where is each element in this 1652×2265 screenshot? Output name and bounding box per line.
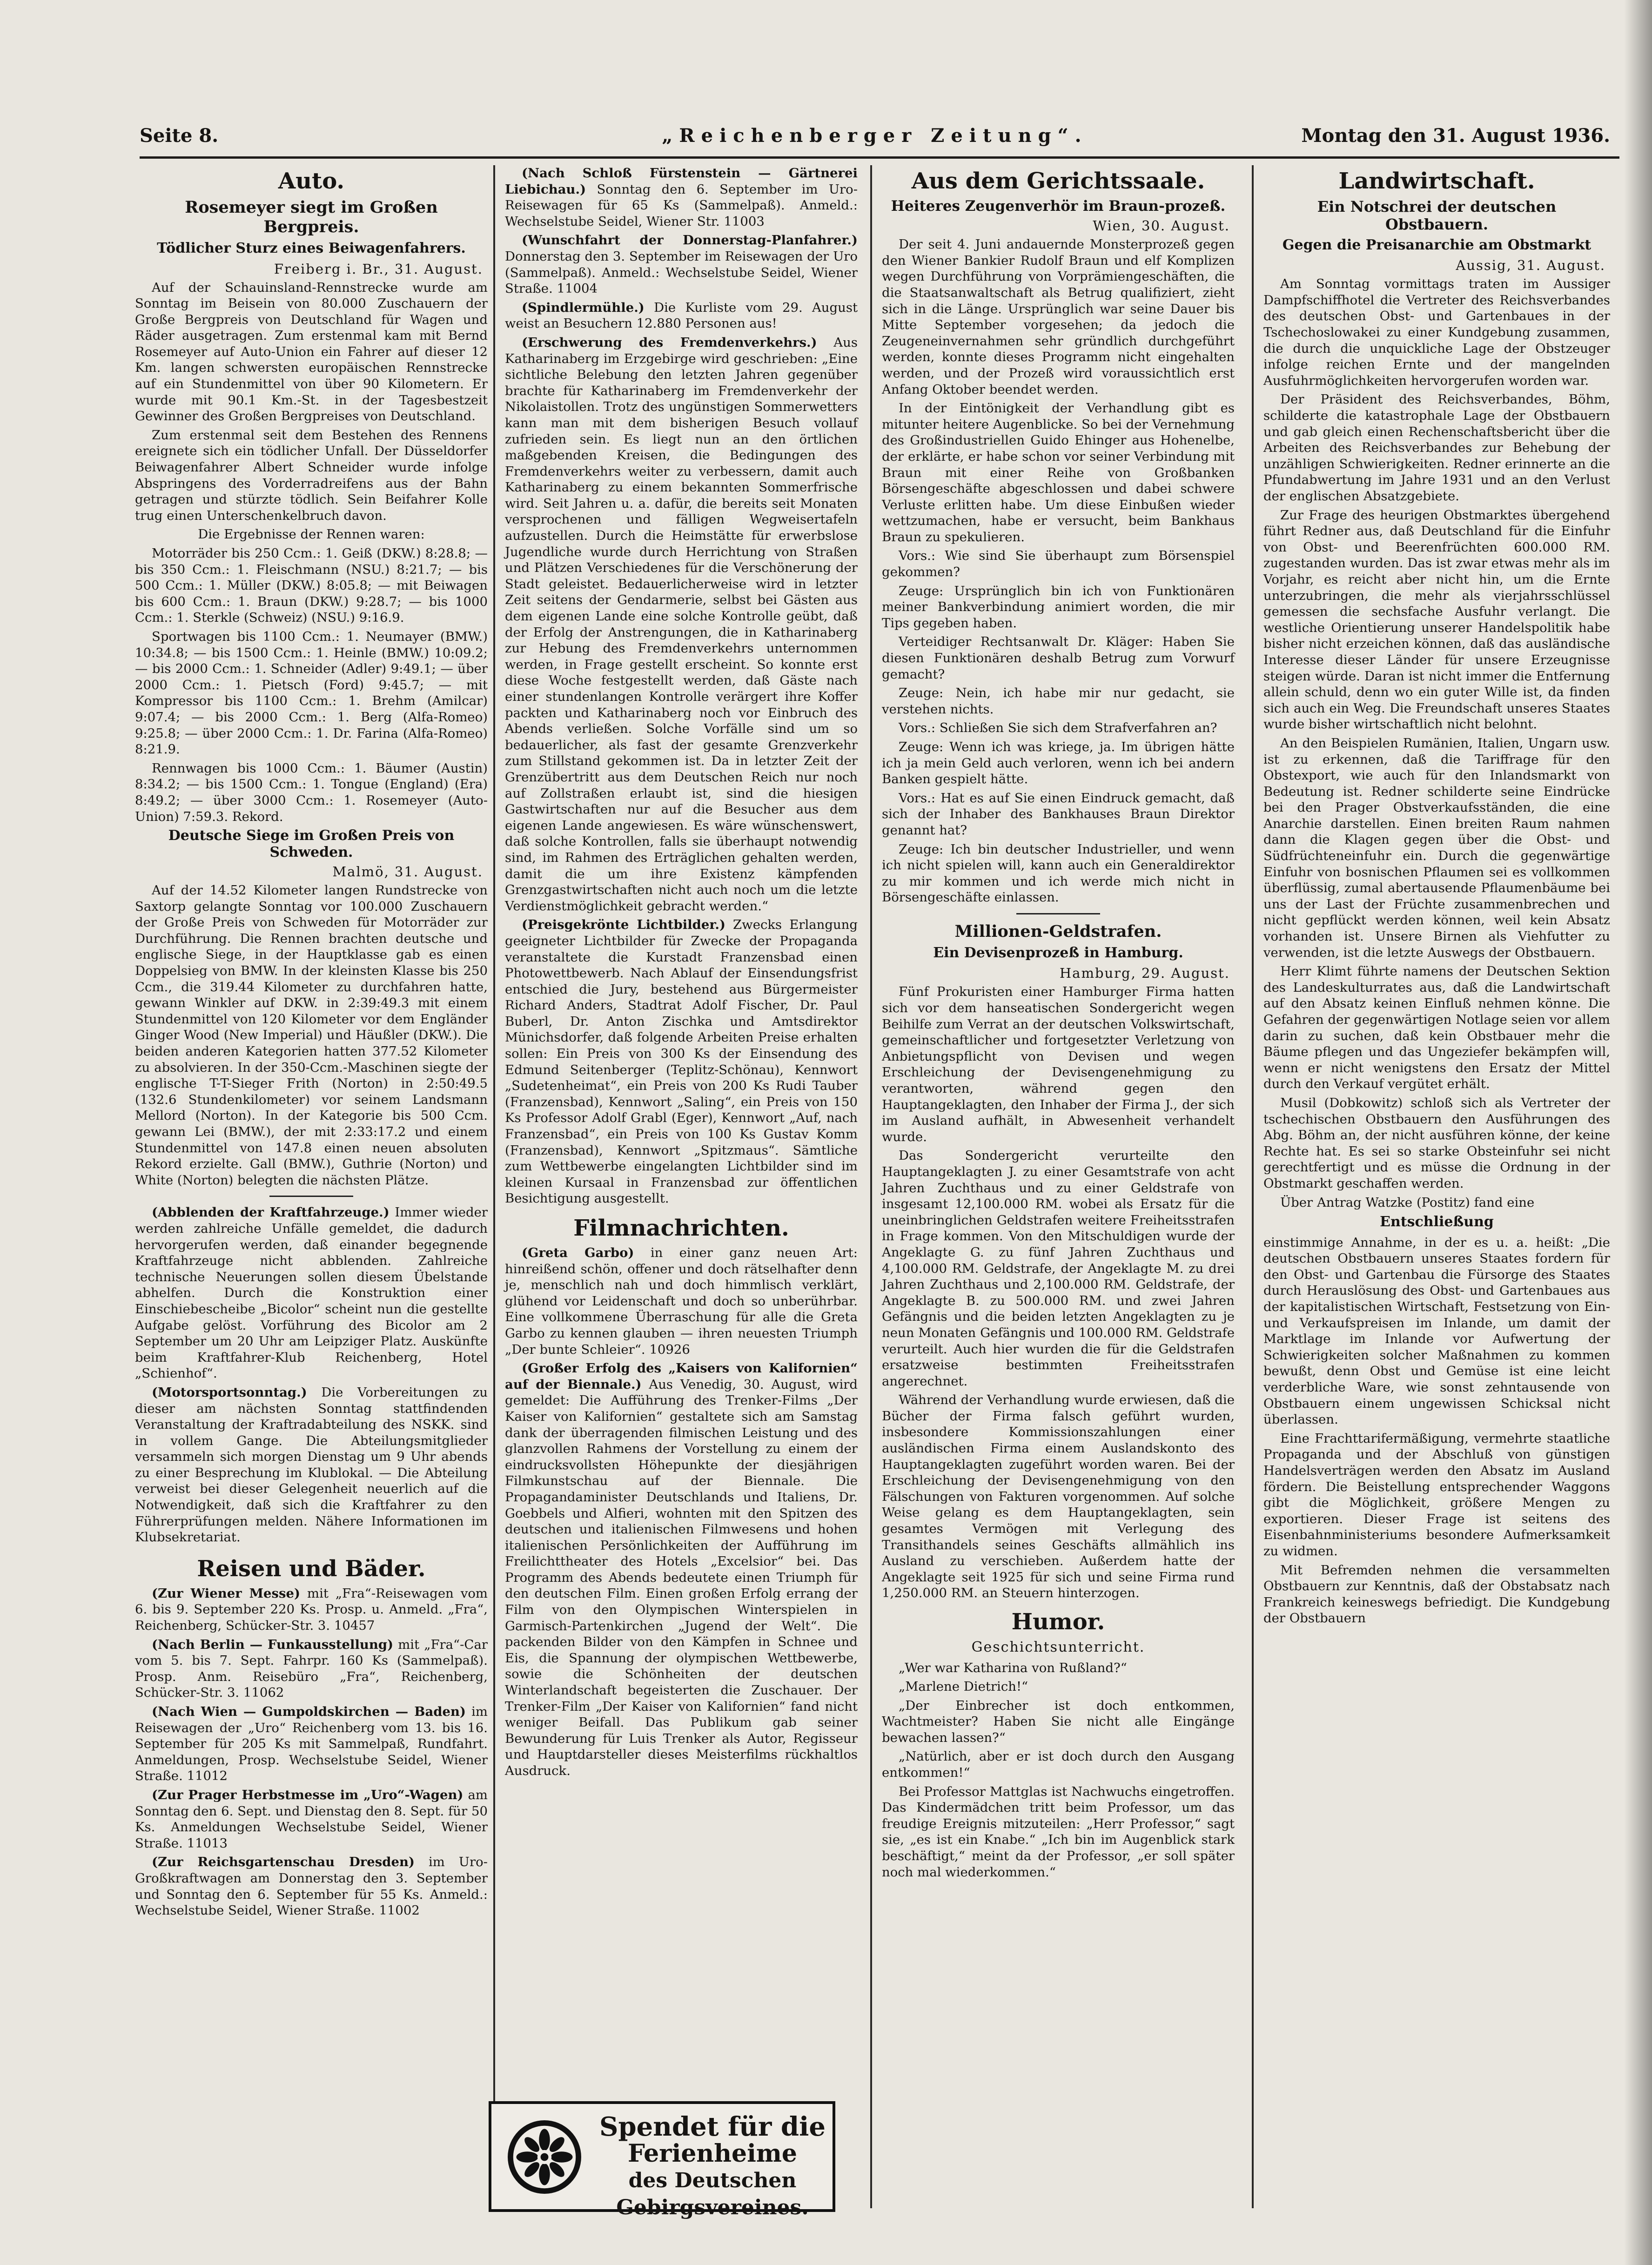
dialogue-line: Zeuge: Ich bin deutscher Industrieller, und wenn ich nicht spielen will, kann auch ein Generaldirektor zu mir kommen und ich werde mich nicht in Börsengeschäfte einlassen. (882, 841, 1235, 905)
headline-rosemeyer: Rosemeyer siegt im Großen Bergpreis. (185, 198, 438, 236)
column-rule-3 (1252, 165, 1254, 2208)
article-paragraph: Der Präsident des Reichsverbandes, Böhm, schilderte die katastrophale Lage der Obstbauern und gab gleich einen Rechenschaftsbericht über die Arbeiten des Reichsverbandes zur Behebung der unzähligen Schwierigkeiten. Redner erinnerte an die Pfundabwertung im Jahre 1931 und an den Verlust der englischen Absatzgebiete. (1263, 392, 1610, 504)
section-title-reisen: Reisen und Bäder. (197, 1555, 426, 1582)
column-gericht (882, 165, 1235, 1883)
resolution-paragraph: Eine Frachttarifermäßigung, vermehrte staatliche Propaganda und der Abschluß von günstigen Handelsverträgen werden den Absatz im Ausland fördern. Die Beistellung entsprechender Waggons gibt die Möglichkeit, größere Mengen zu exportieren. Dieser Frage ist seitens des Eisenbahnministeriums besondere Aufmerksamkeit zu widmen. (1263, 1431, 1610, 1559)
news-item: (Spindlermühle.) Die Kurliste vom 29. August weist an Besuchern 12.880 Personen aus! (505, 300, 858, 331)
article-paragraph: Der seit 4. Juni andauernde Monsterprozeß gegen den Wiener Bankier Rudolf Braun und elf Komplizen wegen Durchführung von Vorprämiengeschäften, die die Staatsanwaltschaft als Betrug qualifiziert, zieht sich in die Länge. Ursprünglich war seine Dauer bis Mitte September vorgesehen; da jedoch die Zeugeneinvernahmen sehr gründlich durchgeführt werden, konnte dieses Programm nicht eingehalten werden, und der Prozeß wird voraussichtlich erst Anfang Oktober beendet werden. (882, 237, 1235, 397)
film-item: (Greta Garbo) in einer ganz neuen Art: hinreißend schön, offener und doch rätselhafter denn je, menschlich nah und doch himmlisch verklärt, glühend vor Leidenschaft und doch so unberührbar. Eine vollkommene Überraschung für alle die Greta Garbo zu kennen glauben — ihren neuesten Triumph „Der bunte Schleier“. 10926 (505, 1245, 858, 1357)
news-item: (Preisgekrönte Lichtbilder.) Zwecks Erlangung geeigneter Lichtbilder für Zwecke der Propaganda veranstaltete die Kurstadt Franzensbad einen Photowettbewerb. Nach Ablauf der Einsendungsfrist entschied die Jury, bestehend aus Bürgermeister Richard Anders, Stadtrat Adolf Fischer, Dr. Paul Buberl, Dr. Anton Zischka und Amtsdirektor Münichsdorfer, daß folgende Arbeiten Preise erhalten sollen: Ein Preis von 300 Ks der Einsendung des Edmund Seitenberger (Teplitz-Schönau), Kennwort „Sudetenheimat“, ein Preis von 200 Ks Rudi Tauber (Franzensbad), Kennwort „Saling“, ein Preis von 150 Ks Professor Adolf Grabl (Eger), Kennwort „Auf, nach Franzensbad“, ein Preis von 100 Ks Gustav Komm (Franzensbad), Kennwort „Spitzmaus“. Sämtliche zum Wettbewerbe eingelangten Lichtbilder sind im kleinen Kursaal in Franzensbad zur öffentlichen Besichtigung ausgestellt. (505, 917, 858, 1206)
film-item: (Großer Erfolg des „Kaisers von Kalifornien“ auf der Biennale.) Aus Venedig, 30. August, wird gemeldet: Die Aufführung des Trenker-Films „Der Kaiser von Kalifornien“ gestaltete sich am Samstag dank der überragenden filmischen Leistung und des glanzvollen Rahmens der Vorstellung zu einem der eindrucksvollsten Höhepunkte der diesjährigen Filmkunstschau auf der Biennale. Die Propagandaminister Deutschlands und Italiens, Dr. Goebbels und Alfieri, wohnten mit den Spitzen des deutschen und italienischen Filmwesens und hohen italienischen Persönlichkeiten der Aufführung im Freilichttheater des Hotels „Excelsior“ bei. Das Programm des Abends bedeutete einen Triumph für den deutschen Film. Einen großen Erfolg errang der Film von den Olympischen Winterspielen in Garmisch-Partenkirchen „Jugend der Welt“. Die packenden Bilder von den Kämpfen in Schnee und Eis, die Spannung der olympischen Wettbewerbe, sowie die Schönheiten der deutschen Winterlandschaft begeisterten die Zuschauer. Der Trenker-Film „Der Kaiser von Kalifornien“ fand nicht weniger Beifall. Das Publikum gab seiner Bewunderung für Luis Trenker als Autor, Regisseur und Hauptdarsteller dieses Meisterfilms rückhaltlos Ausdruck. (505, 1361, 858, 1778)
article-paragraph: Zur Frage des heurigen Obstmarktes übergehend führt Redner aus, daß Deutschland für die Einfuhr von Obst- und Beerenfrüchten 600.000 RM. zugestanden wurden. Das ist zwar etwas mehr als im Vorjahr, es reicht aber nicht hin, um die Ernte unterzubringen, die mehr als vierjahrsschlüssel gemessen die sechsfache Ausfuhr verlangt. Die westliche Orientierung unserer Handelspolitik habe bisher nicht erzeichen können, daß das ausländische Interesse dieser Länder für unsere Erzeugnisse steigen würde. Daran ist nicht immer die Entfernung allein schuld, denn wo ein guter Wille ist, da finden sich auch ein Weg. Die Freundschaft unseres Staates wurde bisher wirtschaftlich nicht belohnt. (1263, 507, 1610, 732)
dateline-aussig: Aussig, 31. August. (1456, 257, 1605, 274)
article-paragraph: Über Antrag Watzke (Postitz) fand eine (1280, 1195, 1535, 1210)
article-paragraph: Herr Klimt führte namens der Deutschen Sektion des Landeskulturrates aus, daß die Landwirtschaft auf den Absatz keinen Einfluß nehmen könne. Die Gefahren der gegenwärtigen Notlage seien vor allem darin zu suchen, daß kein Obstbauer mehr die Bäume pflegen und das Ungeziefer bekämpfen will, wenn er nicht wenigstens den Ersatz der Mittel durch den Verkauf vergütet erhält. (1263, 964, 1610, 1092)
article-paragraph: Während der Verhandlung wurde erwiesen, daß die Bücher der Firma falsch geführt wurden, insbesondere Kommissionszahlungen einer ausländischen Firma einem Auslandskonto des Hauptangeklagten zugeführt worden waren. Bei der Erschleichung der Devisengenehmigung von den Fälschungen von Fakturen vorgenommen. Auf solche Weise gelang es dem Hauptangeklagten, sein gesamtes Vermögen mit Verlegung des Transithandels seines Geschäfts allmählich ins Ausland zu verschieben. Außerdem hatte der Angeklagte seit 1925 für sich und seine Firma rund 1,250.000 RM. an Steuern hinterzogen. (882, 1392, 1235, 1601)
dialogue-line: Zeuge: Ursprünglich bin ich von Funktionären meiner Bankverbindung animiert worden, die mir Tips gegeben haben. (882, 583, 1235, 631)
issue-date: Montag den 31. August 1936. (1301, 125, 1610, 147)
article-paragraph: Auf der Schauinsland-Rennstrecke wurde am Sonntag im Beisein von 80.000 Zuschauern der Große Bergpreis von Deutschland für Wagen und Räder ausgetragen. Zum erstenmal kam mit Bernd Rosemeyer auf Auto-Union ein Fahrer auf dieser 12 Km. langen schwersten europäischen Rennstrecke auf ein Stundenmittel von über 90 Kilometern. Er wurde mit 90.1 Km.-St. in der Tagesbestzeit Gewinner des Großen Bergpreises von Deutschland. (135, 280, 488, 424)
article-paragraph: Zum erstenmal seit dem Bestehen des Rennens ereignete sich ein tödlicher Unfall. Der Düsseldorfer Beiwagenfahrer Albert Schneider wurde infolge Abspringens des Vorderradreifens aus der Bahn getragen und stürzte tödlich. Sein Beifahrer Kolle trug einen Unterschenkelbruch davon. (135, 427, 488, 523)
separator (269, 1196, 353, 1197)
subhead-devisenprozess: Ein Devisenprozeß in Hamburg. (933, 944, 1183, 961)
column-rule-1 (493, 165, 495, 2208)
section-title-gericht: Aus dem Gerichtssaale. (911, 168, 1205, 194)
advertisement-text: Spendet für die Ferienheime des Deutschen Gebirgsvereines. (599, 2111, 826, 2219)
travel-item: (Nach Schloß Fürstenstein — Gärtnerei Liebichau.) Sonntag den 6. September im Uro-Reisewagen für 65 Ks (Sammelpaß). Anmeld.: Wechselstube Seidel, Wiener Str. 11003 (505, 166, 858, 229)
dialogue-line: Vors.: Schließen Sie sich dem Strafverfahren an? (899, 720, 1217, 736)
results-motorcycles: Motorräder bis 250 Ccm.: 1. Geiß (DKW.) 8:28.8; — bis 350 Ccm.: 1. Fleischmann (NSU.) 8:21.7; — bis 500 Ccm.: 1. Müller (DKW.) 8:05.8; — mit Beiwagen bis 600 Ccm.: 1. Braun (DKW.) 9:28.7; — bis 1000 Ccm.: 1. Sterkle (Schweiz) (NSU.) 9:16.9. (135, 546, 488, 625)
article-paragraph: Am Sonntag vormittags traten im Aussiger Dampfschiffhotel die Vertreter des Reichsverbandes des deutschen Obst- und Gartenbaues in der Tschechoslowakei zu einer Kundgebung zusammen, die durch die unquickliche Lage der Obstzeuger infolge reichen Ernte und der mangelnden Ausfuhrmöglichkeiten hervorgerufen worden war. (1263, 276, 1610, 388)
headline-obstbauern: Ein Notschrei der deutschen Obstbauern. (1317, 198, 1557, 234)
news-item: (Motorsportsonntag.) Die Vorbereitungen zu dieser am nächsten Sonntag stattfindenden Veranstaltung der Kraftradabteilung des NSKK. sind in vollem Gange. Die Abteilungsmitglieder versammeln sich morgen Dienstag um 9 Uhr abends zu einer Besprechung im Klublokal. — Die Abteilung verweist bei dieser Gelegenheit neuerlich auf die Notwendigkeit, daß sich die Kraftfahrer zu den Führerprüfungen melden. Nähere Informationen im Klubsekretariat. (135, 1385, 488, 1545)
dialogue-line: Vors.: Wie sind Sie überhaupt zum Börsenspiel gekommen? (882, 548, 1235, 580)
article-paragraph: Musil (Dobkowitz) schloß sich als Vertreter der tschechischen Obstbauern den Ausführungen des Abg. Böhm an, der nicht ausführen könne, der keine Rechte hat. Es sei so starke Obsteinfuhr sei nicht gerechtfertigt und es müsse die Ordnung in der Obstmarkt geschaffen werden. (1263, 1095, 1610, 1191)
humor-line: „Marlene Dietrich!“ (899, 1679, 1028, 1694)
resolution-paragraph: einstimmige Annahme, in der es u. a. heißt: „Die deutschen Obstbauern unseres Staates fordern für den Obst- und Gartenbau die Fürsorge des Staates durch Herauslösung des Obst- und Gartenbaues aus der kapitalistischen Wirtschaft, Festsetzung von Ein- und Verkaufspreisen im Inlande, um damit der Marktlage im Inlande vor Aufwertung der Schwierigkeiten solcher Maßnahmen zu kommen bewußt, denn Obst und Gemüse ist eine leicht verderbliche Ware, wie sonst zehntausende von Obstbauern einem ungewissen Schicksal nicht überlassen. (1263, 1235, 1610, 1427)
page-number: Seite 8. (140, 125, 219, 147)
humor-line: „Natürlich, aber er ist doch durch den Ausgang entkommen!“ (882, 1749, 1235, 1781)
header-rule (140, 156, 1619, 159)
resolution-title: Entschließung (1380, 1214, 1494, 1230)
dialogue-line: Zeuge: Wenn ich was kriege, ja. Im übrigen hätte ich ja mein Geld auch verloren, wenn ich bei andern Banken gespielt hätte. (882, 739, 1235, 787)
results-racecars: Rennwagen bis 1000 Ccm.: 1. Bäumer (Austin) 8:34.2; — bis 1500 Ccm.: 1. Tongue (England) (Era) 8:49.2; — über 3000 Ccm.: 1. Rosemeyer (Auto-Union) 7:59.3. Rekord. (135, 760, 488, 824)
headline-braunprozess: Heiteres Zeugenverhör im Braun-prozeß. (891, 198, 1226, 215)
column-reisen-film (505, 165, 858, 1782)
headline-geldstrafen: Millionen-Geldstrafen. (954, 921, 1162, 941)
humor-line: Bei Professor Mattglas ist Nachwuchs eingetroffen. Das Kindermädchen tritt beim Professor, um das freudige Ereignis mitzuteilen: „Herr Professor,“ sagt sie, „es ist ein Knabe.“ „Ich bin im Augenblick stark beschäftigt,“ meint da der Professor, „er soll später noch mal wiederkommen.“ (882, 1784, 1235, 1880)
travel-item: (Zur Prager Herbstmesse im „Uro“-Wagen) am Sonntag den 6. Sept. und Dienstag den 8. Sept. für 50 Ks. Anmeldungen Wechselstube Seidel, Wiener Straße. 11013 (135, 1787, 488, 1851)
dialogue-line: Zeuge: Nein, ich habe mir nur gedacht, sie verstehen nichts. (882, 686, 1235, 717)
results-sportscars: Sportwagen bis 1100 Ccm.: 1. Neumayer (BMW.) 10:34.8; — bis 1500 Ccm.: 1. Heinle (BMW.) 10:09.2; — bis 2000 Ccm.: 1. Schneider (Adler) 9:49.1; — über 2000 Ccm.: 1. Pietsch (Ford) 9:45.7; — mit Kompressor bis 1100 Ccm.: 1. Brehm (Amilcar) 9:07.4; — bis 2000 Ccm.: 1. Berg (Alfa-Romeo) 9:25.8; — über 2000 Ccm.: 1. Dr. Farina (Alfa-Romeo) 8:21.9. (135, 629, 488, 757)
section-title-landwirtschaft: Landwirtschaft. (1338, 168, 1535, 194)
article-paragraph: In der Eintönigkeit der Verhandlung gibt es mitunter heitere Augenblicke. So bei der Vernehmung des Großindustriellen Guido Ehinger aus Hohenelbe, der erklärte, er habe schon vor seiner Verbindung mit Braun mit einer Reihe von Großbanken Börsengeschäfte abgeschlossen und dabei schwere Verluste erlitten habe. Um diese Einbußen wieder wettzumachen, habe er versucht, beim Bankhaus Braun zu spekulieren. (882, 401, 1235, 544)
column-auto (135, 165, 488, 1922)
masthead: „Reichenberger Zeitung“. (662, 125, 1088, 147)
travel-item: (Zur Wiener Messe) mit „Fra“-Reisewagen vom 6. bis 9. September 220 Ks. Prosp. u. Anmeld. „Fra“, Reichenberg, Schücker-Str. 3. 10457 (135, 1586, 488, 1633)
section-title-auto: Auto. (278, 168, 345, 194)
dateline-freiberg: Freiberg i. Br., 31. August. (274, 261, 483, 277)
edelweiss-logo-icon (505, 2118, 584, 2196)
resolution-paragraph: Mit Befremden nehmen die versammelten Obstbauern zur Kenntnis, daß der Obstabsatz nach Frankreich keineswegs befriedigt. Die Kundgebung der Obstbauern (1263, 1562, 1610, 1626)
separator (1016, 913, 1100, 914)
section-title-humor: Humor. (1011, 1609, 1105, 1635)
page-header (140, 125, 1610, 153)
humor-line: „Wer war Katharina von Rußland?“ (899, 1660, 1127, 1675)
article-paragraph: Fünf Prokuristen einer Hamburger Firma hatten sich vor dem hanseatischen Sondergericht wegen Beihilfe zum Verrat an der deutschen Volkswirtschaft, gemeinschaftlicher und fortgesetzter Verletzung von Anbietungspflicht von Devisen und wegen Erschleichung der Devisengenehmigung zu verantworten, während gegen den Hauptangeklagten, den Inhaber der Firma J., der sich im Ausland aufhält, in Abwesenheit verhandelt wurde. (882, 984, 1235, 1144)
dialogue-line: Vors.: Hat es auf Sie einen Eindruck gemacht, daß sich der Inhaber des Bankhauses Braun Direktor genannt hat? (882, 790, 1235, 838)
section-title-film: Filmnachrichten. (573, 1215, 789, 1241)
article-paragraph: Auf der 14.52 Kilometer langen Rundstrecke von Saxtorp gelangte Sonntag vor 100.000 Zuschauern der Große Preis von Schweden für Motorräder zur Durchführung. Die Rennen brachten deutsche und englische Siege, in der Hauptklasse gab es einen Doppelsieg von BMW. In der kleinsten Klasse bis 250 Ccm., die 319.44 Kilometer zu durchfahren hatte, gewann Winkler auf DKW. in 2:39:49.3 mit einem Stundenmittel von 120 Kilometer vor dem Engländer Ginger Wood (New Imperial) und Häußler (DKW.). Die beiden anderen Kategorien hatten 377.52 Kilometer zu absolvieren. In der 350-Ccm.-Maschinen siegte der englische T-T-Sieger Frith (Norton) in 2:50:49.5 (132.6 Stundenkilometer) vor seinem Landsmann Mellord (Norton). In der Kategorie bis 500 Ccm. gewann Lei (BMW.), der mit 2:33:17.2 und einem Stundenmittel von 147.8 einen neuen absoluten Rekord erzielte. Gall (BMW.), Guthrie (Norton) und White (Norton) belegten die nächsten Plätze. (135, 883, 488, 1188)
article-paragraph: Das Sondergericht verurteilte den Hauptangeklagten J. zu einer Gesamtstrafe von acht Jahren Zuchthaus und zu einer Geldstrafe von insgesamt 12,100.000 RM. wobei als Ersatz für die uneinbringlichen Geldstrafen weitere Freiheitsstrafen in Frage kommen. Von den Mitschuldigen wurde der Angeklagte G. zu fünf Jahren Zuchthaus und 4,100.000 RM. Geldstrafe, der Angeklagte M. zu drei Jahren Zuchthaus und 2,100.000 RM. Geldstrafe, der Angeklagte B. zu 500.000 RM. und zwei Jahren Gefängnis und die beiden letzten Angeklagten zu je neun Monaten Gefängnis und 100.000 RM. Geldstrafe verurteilt. Auch hier wurden die für die Geldstrafen ersatzweise bestimmten Freiheitsstrafen angerechnet. (882, 1148, 1235, 1389)
article-paragraph: An den Beispielen Rumänien, Italien, Ungarn usw. ist zu erkennen, daß die Tariffrage für den Obstexport, wie auch für den Inlandsmarkt von Bedeutung ist. Redner schilderte seine Eindrücke bei den Prager Obstverkaufsständen, die eine Anarchie darstellen. Einen breiten Raum nahmen dann die Klagen gegen über die Obst- und Südfrüchteneinfuhr ein. Durch die gegenwärtige Einfuhr von bosnischen Pflaumen sei es vollkommen überflüssig, zumal abertausende Pflaumenbäume bei uns der Last der Früchte zusammenbrechen und nicht gepflückt werden können, weil kein Absatz vorhanden ist. Unsere Birnen als Viehfutter zu verwenden, ist die letzte Auswegs der Obstbauern. (1263, 735, 1610, 960)
news-item: (Abblenden der Kraftfahrzeuge.) Immer wieder werden zahlreiche Unfälle gemeldet, die dadurch hervorgerufen werden, daß einander begegnende Kraftfahrzeuge nicht abblenden. Zahlreiche technische Neuerungen sollen diesem Übelstande abhelfen. Durch die Konstruktion einer Einschiebescheibe „Bicolor“ scheint nun die gestellte Aufgabe gelöst. Vorführung des Bicolor am 2 September um 20 Uhr am Leipziger Platz. Auskünfte beim Kraftfahrer-Klub Reichenberg, Hotel „Schienhof“. (135, 1205, 488, 1381)
headline-schweden: Deutsche Siege im Großen Preis von Schweden. (168, 827, 455, 861)
dateline-wien: Wien, 30. August. (1093, 218, 1230, 234)
travel-item: (Nach Wien — Gumpoldskirchen — Baden) im Reisewagen der „Uro“ Reichenberg vom 13. bis 16. September für 205 Ks mit Sammelpaß, Rundfahrt. Anmeldungen, Prosp. Wechselstube Seidel, Wiener Straße. 11012 (135, 1704, 488, 1784)
travel-item: (Zur Reichsgartenschau Dresden) im Uro-Großkraftwagen am Donnerstag den 3. September und Sonntag den 6. September für 55 Ks. Anmeld.: Wechselstube Seidel, Wiener Straße. 11002 (135, 1855, 488, 1918)
column-landwirtschaft (1263, 165, 1610, 1629)
dateline-hamburg: Hamburg, 29. August. (1059, 965, 1230, 981)
advertisement-ferienheime (489, 2101, 835, 2219)
travel-item: (Nach Berlin — Funkausstellung) mit „Fra“-Car vom 5. bis 7. Sept. Fahrpr. 160 Ks (Sammelpaß). Prosp. Anm. Reisebüro „Fra“, Reichenberg, Schücker-Str. 3. 11062 (135, 1637, 488, 1700)
travel-item: (Wunschfahrt der Donnerstag-Planfahrer.) Donnerstag den 3. September im Reisewagen der Uro (Sammelpaß). Anmeld.: Wechselstube Seidel, Wiener Straße. 11004 (505, 233, 858, 296)
column-rule-2 (870, 165, 872, 2208)
subhead-rosemeyer: Tödlicher Sturz eines Beiwagenfahrers. (157, 240, 466, 256)
dialogue-line: Verteidiger Rechtsanwalt Dr. Kläger: Haben Sie diesen Funktionären deshalb Betrug zum Vorwurf gemacht? (882, 634, 1235, 682)
humor-title: Geschichtsunterricht. (971, 1639, 1145, 1655)
subhead-preisanarchie: Gegen die Preisanarchie am Obstmarkt (1282, 236, 1592, 253)
dateline-malmoe: Malmö, 31. August. (332, 864, 483, 880)
results-intro: Die Ergebnisse der Rennen waren: (198, 527, 425, 542)
news-item: (Erschwerung des Fremdenverkehrs.) Aus Katharinaberg im Erzgebirge wird geschrieben: „Eine sichtliche Belebung den letzten Jahren gegenüber brachte für Katharinaberg im Fremdenverkehr der Nikolaistollen. Trotz des ungünstigen Sommerwetters kann man mit dem bisherigen Besuch vollauf zufrieden sein. Es liegt nun an den örtlichen maßgebenden Kreisen, die Bedingungen des Fremdenverkehrs weiter zu verbessern, damit auch Katharinaberg zu einem bekannten Sommerfrische wird. Seit Jahren u. a. dafür, die bereits seit Monaten versprochenen und fälligen Wegweisertafeln aufzustellen. Durch die Heimstätte für erwerbslose Jugendliche wurde durch Herrichtung von Straßen und Plätzen Verschiedenes für die Verschönerung der Stadt geleistet. Bedauerlicherweise wird in letzter Zeit seitens der Gendarmerie, selbst bei Gästen aus dem eigenen Lande eine solche Kontrolle geübt, daß der Erfolg der Anstrengungen, die in Katharinaberg zur Hebung des Fremdenverkehrs unternommen werden, in Frage gestellt erscheint. So konnte erst diese Woche festgestellt werden, daß Gäste nach einer stundenlangen Kontrolle verärgert ihre Koffer packten und Katharinaberg noch vor Einbruch des Abends verließen. Solche Vorfälle sind um so bedauerlicher, als fast der gesamte Grenzverkehr zum Stillstand gekommen ist. Da in letzter Zeit der Grenzübertritt aus dem Deutschen Reich nur noch auf Zollstraßen erlaubt ist, sind die hiesigen Gastwirtschaften nur auf die Besucher aus dem eigenen Lande angewiesen. Es wäre wünschenswert, daß solche Kontrollen, falls sie überhaupt notwendig sind, im Rahmen des Erträglichen gehalten werden, damit die um ihre Existenz kämpfenden Grenzgastwirtschaften nicht auch noch um die letzte Verdienstmöglichkeit gebracht werden.“ (505, 335, 858, 914)
humor-line: „Der Einbrecher ist doch entkommen, Wachtmeister? Haben Sie nicht alle Eingänge bewachen lassen?“ (882, 1698, 1235, 1745)
page-edge-shadow (1624, 0, 1652, 2265)
